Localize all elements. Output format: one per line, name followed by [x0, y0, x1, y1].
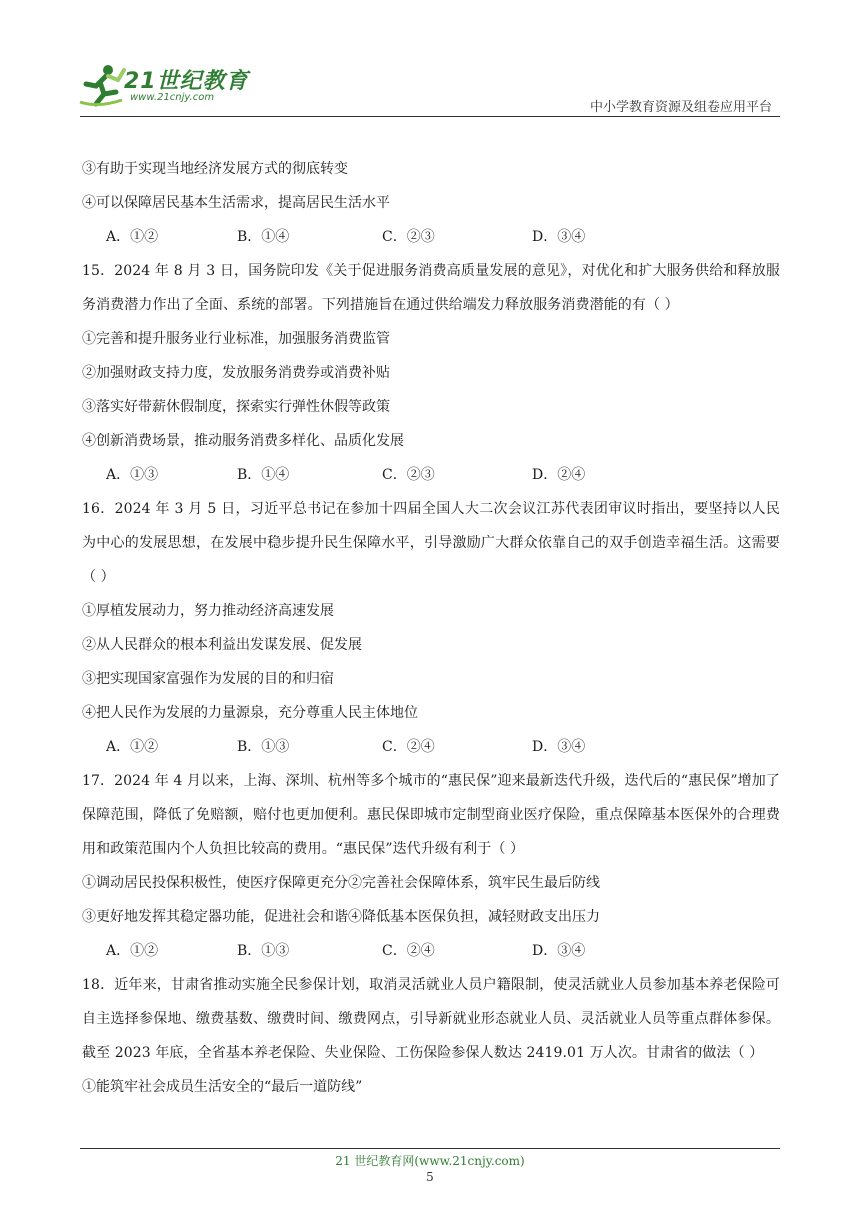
- q18-item-1: ①能筑牢社会成员生活安全的“最后一道防线”: [82, 1079, 363, 1095]
- choice-b: B．①③: [237, 943, 290, 959]
- page-number: 5: [426, 1170, 434, 1184]
- choice-a: A．①②: [106, 229, 159, 245]
- footer-site-link[interactable]: 21 世纪教育网(www.21cnjy.com): [335, 1154, 525, 1168]
- choice-c: C．②④: [382, 739, 435, 755]
- choice-d: D．③④: [532, 943, 586, 959]
- platform-name: 中小学教育资源及组卷应用平台: [589, 100, 772, 115]
- q16-stem: 16．2024 年 3 月 5 日，习近平总书记在参加十四届全国人大二次会议江苏代表团审议时指出，要坚持以人民为中心的发展思想，在发展中稳步提升民生保障水平，引导激励广大群众依靠自己的双手创造幸福生活。这需要（ ）: [82, 501, 780, 585]
- q15-item-1: ①完善和提升服务业行业标准，加强服务消费监管: [82, 331, 390, 347]
- choice-a: A．①③: [106, 467, 159, 483]
- choice-b: B．①④: [237, 229, 290, 245]
- q15-stem: 15．2024 年 8 月 3 日，国务院印发《关于促进服务消费高质量发展的意见》，对优化和扩大服务供给和释放服务消费潜力作出了全面、系统的部署。下列措施旨在通过供给端发力释放服务消费潜能的有（ ）: [82, 263, 780, 313]
- q14-item-3: ③有助于实现当地经济发展方式的彻底转变: [82, 161, 348, 177]
- runner-logo-icon: [78, 62, 126, 108]
- choice-c: C．②④: [382, 943, 435, 959]
- q17-items-3-4: ③更好地发挥其稳定器功能，促进社会和谐④降低基本医保负担，减轻财政支出压力: [82, 909, 600, 925]
- choice-a: A．①②: [106, 739, 159, 755]
- brand-logo[interactable]: [78, 62, 258, 110]
- q17-choices: [82, 934, 780, 968]
- q17-stem: 17．2024 年 4 月以来，上海、深圳、杭州等多个城市的“惠民保”迎来最新迭代升级，迭代后的“惠民保”增加了保障范围，降低了免赔额，赔付也更加便利。惠民保即城市定制型商业医疗保险，重点保障基本医保外的合理费用和政策范围内个人负担比较高的费用。“惠民保”迭代升级有利于（ ）: [82, 773, 780, 857]
- choice-d: D．③④: [532, 739, 586, 755]
- choice-c: C．②③: [382, 229, 435, 245]
- header-divider: [80, 116, 780, 117]
- q16-item-2: ②从人民群众的根本利益出发谋发展、促发展: [82, 637, 362, 653]
- q16-item-4: ④把人民作为发展的力量源泉，充分尊重人民主体地位: [82, 705, 418, 721]
- page-header: [0, 0, 860, 120]
- logo-text: 21世纪教育: [124, 69, 249, 94]
- q14-choices: [82, 220, 780, 254]
- q17-items-1-2: ①调动居民投保积极性，使医疗保障更充分②完善社会保障体系，筑牢民生最后防线: [82, 875, 600, 891]
- choice-d: D．③④: [532, 229, 586, 245]
- choice-a: A．①②: [106, 943, 159, 959]
- q18-stem: 18．近年来，甘肃省推动实施全民参保计划，取消灵活就业人员户籍限制，使灵活就业人员参加基本养老保险可自主选择参保地、缴费基数、缴费时间、缴费网点，引导新就业形态就业人员、灵活就业人员等重点群体参保。截至 2023 年底，全省基本养老保险、失业保险、工伤保险参保人数达 2419.01 万人次。甘肃省的做法（ ）: [82, 977, 780, 1061]
- footer-divider: [80, 1148, 780, 1149]
- q16-choices: [82, 730, 780, 764]
- choice-b: B．①④: [237, 467, 290, 483]
- q16-item-1: ①厚植发展动力，努力推动经济高速发展: [82, 603, 334, 619]
- q16-item-3: ③把实现国家富强作为发展的目的和归宿: [82, 671, 334, 687]
- q15-item-3: ③落实好带薪休假制度，探索实行弹性休假等政策: [82, 399, 390, 415]
- q15-choices: [82, 458, 780, 492]
- choice-d: D．②④: [532, 467, 586, 483]
- q15-item-2: ②加强财政支持力度，发放服务消费券或消费补贴: [82, 365, 390, 381]
- logo-url: www.21cnjy.com: [130, 92, 215, 103]
- q15-item-4: ④创新消费场景，推动服务消费多样化、品质化发展: [82, 433, 404, 449]
- q14-item-4: ④可以保障居民基本生活需求，提高居民生活水平: [82, 195, 390, 211]
- choice-c: C．②③: [382, 467, 435, 483]
- question-content: [82, 152, 780, 1104]
- choice-b: B．①③: [237, 739, 290, 755]
